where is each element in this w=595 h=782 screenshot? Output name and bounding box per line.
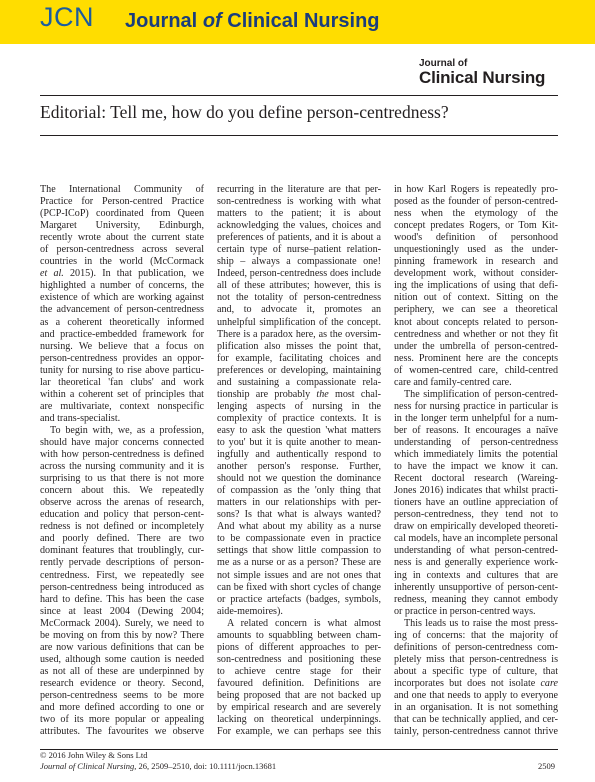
body-text-line: person-centredness being introduced as [40,581,204,593]
body-text-line: concern about this. We repeatedly [40,485,204,497]
body-text-line: tunity for nursing to rise above particu- [40,364,204,376]
body-text-line: recently wrote about the current state [40,232,204,244]
body-text-line: or practice artefacts (badges, symbols, [217,593,381,605]
body-text-line: to achieve centre stage for their [217,665,381,677]
body-text-line: redness, meaning they cannot embody [394,593,558,605]
body-text-line: can be fixed with short cycles of change [217,581,381,593]
body-text-line: or practice in person-centred ways. [394,605,536,617]
body-text-line: A related concern is what almost [227,617,381,629]
body-text-line: tioners have an outline appreciation of [394,497,558,509]
body-text-line: to you' but it is quite another to mean- [217,436,381,448]
body-text-line: as not all of these are underpinned by [40,665,204,677]
body-text-line: There is a paradox here, as the oversim- [217,328,381,340]
body-text-line: person-centredness provides an oppor- [40,352,204,364]
body-text-line: nursing. We believe that a focus on [40,340,204,352]
body-text-line: The simplification of person-centred- [404,388,558,400]
body-text-line: et al. 2015). In that publication, we [40,268,204,280]
body-text-line: plification also misses the point that, [217,340,381,352]
body-text-line: ing in contexts and cultures that are [394,569,558,581]
body-text-line: countries in the world (McCormack [40,256,204,268]
body-text-line: by empirical research and are severely [217,702,381,714]
body-text-line: Recent doctoral research (Wareing- [394,473,558,485]
body-text-line: person-centredness, they tend not to [394,509,558,521]
body-text-line: rently pervade descriptions of person- [40,557,204,569]
body-text-line: ing the implications of using that defi- [394,280,558,292]
citation-line [40,761,276,771]
body-text-line: and more defined according to one or [40,702,204,714]
body-text-line: Indeed, person-centredness does include [217,268,381,280]
journal-abbreviation: JCN [40,2,94,32]
body-text-line: matters to the patient; it is about [217,208,381,220]
body-text-line: are now various definitions that can be [40,641,204,653]
body-text-line: incorporates but does not isolate care [394,677,558,689]
body-text-line: inherently unsupportive of person-cent- [394,581,558,593]
journal-header-bar [0,0,595,44]
body-text-line: two of its more popular or appealing [40,714,204,726]
journal-title-suffix: Clinical Nursing [227,10,380,32]
body-text-line: of person-centredness across several [40,244,204,256]
body-text-line: pions of different approaches to per- [217,641,381,653]
body-text-line: observe across the arenas of research, [40,497,204,509]
body-text-line: acknowledging the values, choices and [217,220,381,232]
journal-logo-line1: Journal of [419,58,468,69]
title-top-rule [40,95,558,96]
body-text-line: ness for nursing practice in particular is [394,400,558,412]
journal-title-prefix: Journal [125,10,198,32]
body-text-line: with how person-centredness is defined [40,449,204,461]
body-text-line: of compassion as the 'only thing that [217,485,381,497]
body-text-line: dominant features that troublingly, cur- [40,545,204,557]
body-text-line: another person's response. Further, [217,461,381,473]
citation-journal: Journal of Clinical Nursing [40,761,135,771]
body-text-line: within a coherent set of principles that [40,388,204,400]
body-text-line: easy to ask the question 'what matters [217,424,381,436]
body-text-line: Margaret University, Edinburgh, [40,220,204,232]
body-text-line: to be compassionate even in practice [217,533,381,545]
body-text-line: all of these attributes; however, this is [217,280,381,292]
body-text-line: Jones 2016) indicates that whilst practi- [394,485,558,497]
body-text-line: understanding of what person-centred- [394,545,558,557]
body-text-line: across the nursing community and it is [40,461,204,473]
body-text-line: existence of which are working against [40,292,204,304]
journal-title [125,10,380,33]
text-column-3 [394,184,558,738]
body-text-line: ness when the etymology of the [394,208,558,220]
body-text-line: as a coherent theoretically informed [40,316,204,328]
body-text-line: ber of reasons. It encourages a naïve [394,424,558,436]
body-text-line: lenging aspects of nursing in the [217,400,381,412]
body-text-line: To begin with, we, as a profession, [50,424,204,436]
body-text-line: amounts to squabbling between cham- [217,629,381,641]
copyright-notice: © 2016 John Wiley & Sons Ltd [40,750,148,760]
body-text-line: definitions of person-centredness com- [394,641,558,653]
body-text-line: ness is and generally experience work- [394,557,558,569]
body-text-line: research evidence or theory. Second, [40,677,204,689]
body-text-line: should have major concerns connected [40,436,204,448]
body-text-line: which immediately limits the potential [394,449,558,461]
journal-logo [419,58,559,87]
body-text-line: should not we question the dominance [217,473,381,485]
body-text-line: ing of concerns: that the majority of [394,629,558,641]
body-text-line: about a specific type of culture, that [394,665,558,677]
body-text-line: ness. Prominent here are the concepts [394,352,558,364]
body-text-line: favoured definition. Definitions are [217,677,381,689]
body-text-line: of women-centred care, child-centred [394,364,558,376]
body-text-line: son-centredness is working with what [217,196,381,208]
body-text-line: that can be technically applied, and cer- [394,714,558,726]
journal-title-of: of [202,10,222,32]
body-text-line: periphery, we can see a theoretical [394,304,558,316]
body-text-line: son-centredness and positioning these [217,653,381,665]
body-text-line: pletely miss that person-centredness is [394,653,558,665]
title-bottom-rule [40,135,558,136]
body-text-line: McCormack 2004). Surely, we need to [40,617,204,629]
body-text-line: pinning framework in research and [394,256,558,268]
body-text-line: highlighted a number of concerns, the [40,280,204,292]
body-text-line: recurring in the literature are that per- [217,184,381,195]
body-text-line: used, although some caution is needed [40,653,204,665]
body-text-line: surprising to us that there is not more [40,473,204,485]
body-text-line: be moving on from this by now? There [40,629,204,641]
body-text-line: This leads us to raise the most press- [404,617,558,629]
body-text-line: education and policy that person-cent- [40,509,204,521]
body-text-line: attributes. The favourites we observe [40,726,204,738]
body-text-line: under the umbrella of person-centred- [394,340,558,352]
text-column-1 [40,184,204,738]
body-text-line: Practice for Person-centred Practice [40,196,204,208]
body-text-line: lar theoretical 'fan clubs' and work [40,376,204,388]
body-text-line: sons? Is that what is always wanted? [217,509,381,521]
body-text-line: the advancement of person-centredness [40,304,204,316]
body-text-line: ship – always a compassionate one! [217,256,381,268]
body-text-line: not the totality of person-centredness [217,292,381,304]
body-text-line: cal models, have an incomplete personal [394,533,558,545]
body-text-line: care and family-centred care. [394,376,512,388]
body-text-line: tainly, person-centredness cannot thrive [394,726,558,738]
text-column-2 [217,184,381,738]
body-text-line: and, to advocate it, promotes an [217,304,381,316]
body-text-line: The International Community of [40,184,204,195]
body-text-line: and sustaining a compassionate rela- [217,376,381,388]
body-text-line: me as a nurse or as a person? These are [217,557,381,569]
body-text-line: aide-memoires). [217,605,283,617]
body-text-line: since at least 2004 (Dewing 2004; [40,605,204,617]
body-text-line: preferences or developing, maintaining [217,364,381,376]
body-text-line: certain type of nurse–patient relation- [217,244,381,256]
body-text-line: (PCP-ICoP) coordinated from Queen [40,208,204,220]
body-text-line: ingfully and authentically respond to [217,449,381,461]
body-text-line: unhelpful simplification of the concept. [217,316,381,328]
body-text-line: and poorly defined. There are two [40,533,204,545]
body-text-line: in how Karl Rogers is repeatedly pro- [394,184,558,195]
body-text-line: understanding of person-centredness [394,436,558,448]
body-text-line: and trans-specialist. [40,412,121,424]
body-text-line: draw on empirically developed theoreti- [394,521,558,533]
body-text-line: complexity of practice contexts. It is [217,412,381,424]
body-text-line: being proposed that are not backed up [217,689,381,701]
page-number: 2509 [538,761,555,771]
body-text-line: centredness and whether or not they fit [394,328,558,340]
body-text-line: knot about concepts related to person- [394,316,558,328]
body-text-line: For example, we can perhaps see this [217,726,381,738]
body-text-line: posed as the founder of person-centred- [394,196,558,208]
body-text-line: redness is not defined or incompletely [40,521,204,533]
body-text-line: in an organisation. It is not something [394,702,558,714]
body-text-line: tionship are probably the most chal- [217,388,381,400]
body-text-line: wood's definition of personhood [394,232,558,244]
body-text-line: to have the impact we know it can. [394,461,558,473]
body-text-line: not simple issues and are not ones that [217,569,381,581]
body-text-line: for example, facilitating choices and [217,352,381,364]
body-text-line: And what about my ability as a nurse [217,521,381,533]
body-text-line: in the longer term unhelpful for a num- [394,412,558,424]
body-text-line: matters in our relationships with per- [217,497,381,509]
body-text-line: centredness. First, we repeatedly see [40,569,204,581]
article-title: Editorial: Tell me, how do you define person-centredness? [40,102,449,122]
body-text-line: are multivariate, context nonspecific [40,400,204,412]
body-text-line: unquestioningly used as the under- [394,244,558,256]
body-text-line: development work, without consider- [394,268,558,280]
body-text-line: and one that needs to apply to everyone [394,689,558,701]
body-text-line: preferences of patients, and it is about a [217,232,381,244]
body-text-line: lacking on theoretical underpinnings. [217,714,381,726]
body-text-line: hard to define. This has been the case [40,593,204,605]
body-text-line: nition out of context. Sitting on the [394,292,558,304]
citation-details: , 26, 2509–2510, doi: 10.1111/jocn.13681 [134,761,277,771]
journal-logo-line2: Clinical Nursing [419,68,546,87]
body-text-line: person-centredness seems to be more [40,689,204,701]
body-text-line: concept predates Rogers, or Tom Kit- [394,220,558,232]
body-text-line: settings that show little compassion to [217,545,381,557]
body-text-line: and practice-embedded framework for [40,328,204,340]
